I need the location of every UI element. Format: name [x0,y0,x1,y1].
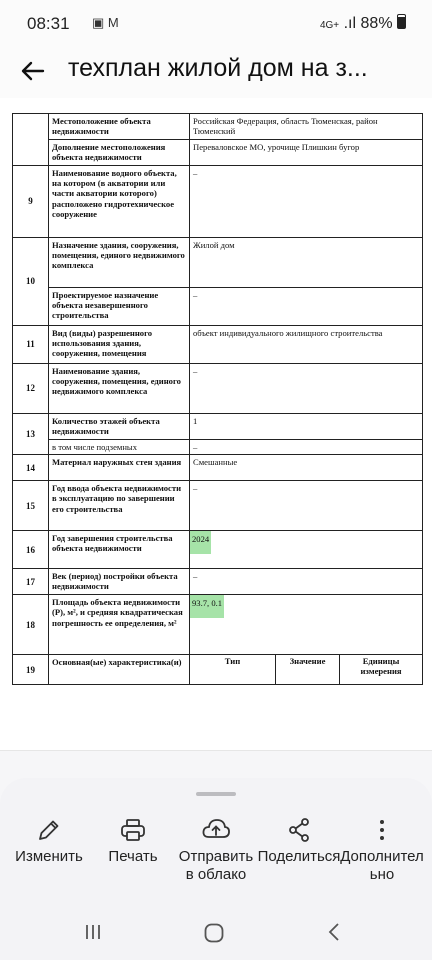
row-value: – [190,288,423,326]
row-label: Назначение здания, сооружения, помещения, единого недвижимого комплекса [49,238,190,288]
table-row [13,440,423,455]
share-icon [285,816,313,844]
back-arrow-icon [18,56,48,86]
row-value: Жилой дом [190,238,423,288]
row-label: Основная(ые) характеристика(и) [49,655,190,685]
row-label: Материал наружных стен здания [49,455,190,481]
system-nav-bar [0,906,432,960]
printer-icon [119,816,147,844]
row-label: Вид (виды) разрешенного использования здания, сооружения, помещения [49,326,190,364]
action-label: Изменить [15,848,83,865]
notification-icons: ▣ M [92,15,119,30]
row-number: 11 [13,326,49,364]
row-label: Проектируемое назначение объекта незавершенного строительства [49,288,190,326]
table-row [13,455,423,481]
column-header-value: Значение [276,655,340,685]
row-label: Век (период) постройки объекта недвижимости [49,569,190,595]
row-number: 18 [13,595,49,655]
row-number [13,114,49,166]
row-value: – [190,569,423,595]
row-value: – [190,440,423,455]
action-label: Поделиться [257,848,341,865]
highlighted-value: 93.7, 0.1 [190,595,224,618]
action-label: Дополнительно [340,848,424,883]
row-label: Год ввода объекта недвижимости в эксплуатацию по завершении его строительства [49,481,190,531]
table-row [13,288,423,326]
row-value: – [190,481,423,531]
table-row [13,655,423,685]
share-button[interactable] [256,816,342,866]
home-icon[interactable] [203,922,225,944]
back-button[interactable] [18,56,48,86]
send-to-cloud-button[interactable] [173,816,259,884]
table-row [13,569,423,595]
document-view[interactable] [0,98,432,751]
table-row [13,326,423,364]
row-number: 10 [13,238,49,326]
row-value: – [190,364,423,414]
print-button[interactable] [90,816,176,866]
row-value: объект индивидуального жилищного строительства [190,326,423,364]
column-header-units: Единицы измерения [340,655,423,685]
row-value-cell [190,595,423,655]
status-right [320,14,406,33]
row-label: Площадь объекта недвижимости (P), м², и средняя квадратическая погрешность ее определения, м² [49,595,190,655]
row-value: 1 [190,414,423,440]
row-value: Переваловское МО, урочище Плишкин бугор [190,140,423,166]
action-label: Отправить в облако [178,848,254,883]
signal-icon: .ıl [343,15,357,32]
table-row [13,166,423,238]
table-row [13,414,423,440]
recent-apps-icon[interactable] [83,922,103,942]
table-row [13,140,423,166]
table-row [13,595,423,655]
battery-icon [397,14,406,29]
status-time: 08:31 [27,14,70,33]
table-row [13,364,423,414]
row-label: Количество этажей объекта недвижимости [49,414,190,440]
status-bar [0,0,432,46]
edit-button[interactable] [6,816,92,866]
row-label: Наименование водного объекта, на котором (в акватории или части акватории которого) расположено гидротехническое сооружение [49,166,190,238]
network-indicator: 4G+ [319,20,340,31]
table-row [13,481,423,531]
row-number: 9 [13,166,49,238]
row-label: Местоположение объекта недвижимости [49,114,190,140]
column-header-type: Тип [190,655,276,685]
row-value-cell [190,531,423,569]
document-table [12,113,423,685]
battery-level: 88% [360,15,393,32]
table-row [13,114,423,140]
row-label: Дополнение местоположения объекта недвижимости [49,140,190,166]
row-label: в том числе подземных [49,440,190,455]
sheet-handle[interactable] [196,792,236,796]
row-value: Российская Федерация, область Тюменская, район Тюменский [190,114,423,140]
pencil-icon [35,816,63,844]
actions-bottom-sheet [0,778,432,906]
table-row [13,531,423,569]
row-number: 13 [13,414,49,455]
row-number: 17 [13,569,49,595]
row-number: 19 [13,655,49,685]
row-number: 12 [13,364,49,414]
more-vertical-icon [368,816,396,844]
row-label: Наименование здания, сооружения, помещения, единого недвижимого комплекса [49,364,190,414]
row-number: 15 [13,481,49,531]
app-bar [0,46,432,98]
highlighted-value: 2024 [190,531,211,554]
row-label: Год завершения строительства объекта недвижимости [49,531,190,569]
row-value: Смешанные [190,455,423,481]
row-value: – [190,166,423,238]
nav-back-icon[interactable] [325,922,345,942]
more-options-button[interactable] [339,816,425,884]
action-label: Печать [108,848,158,865]
row-number: 14 [13,455,49,481]
row-number: 16 [13,531,49,569]
table-row [13,238,423,288]
cloud-upload-icon [201,816,231,844]
page-title: техплан жилой дом на з... [68,54,368,82]
